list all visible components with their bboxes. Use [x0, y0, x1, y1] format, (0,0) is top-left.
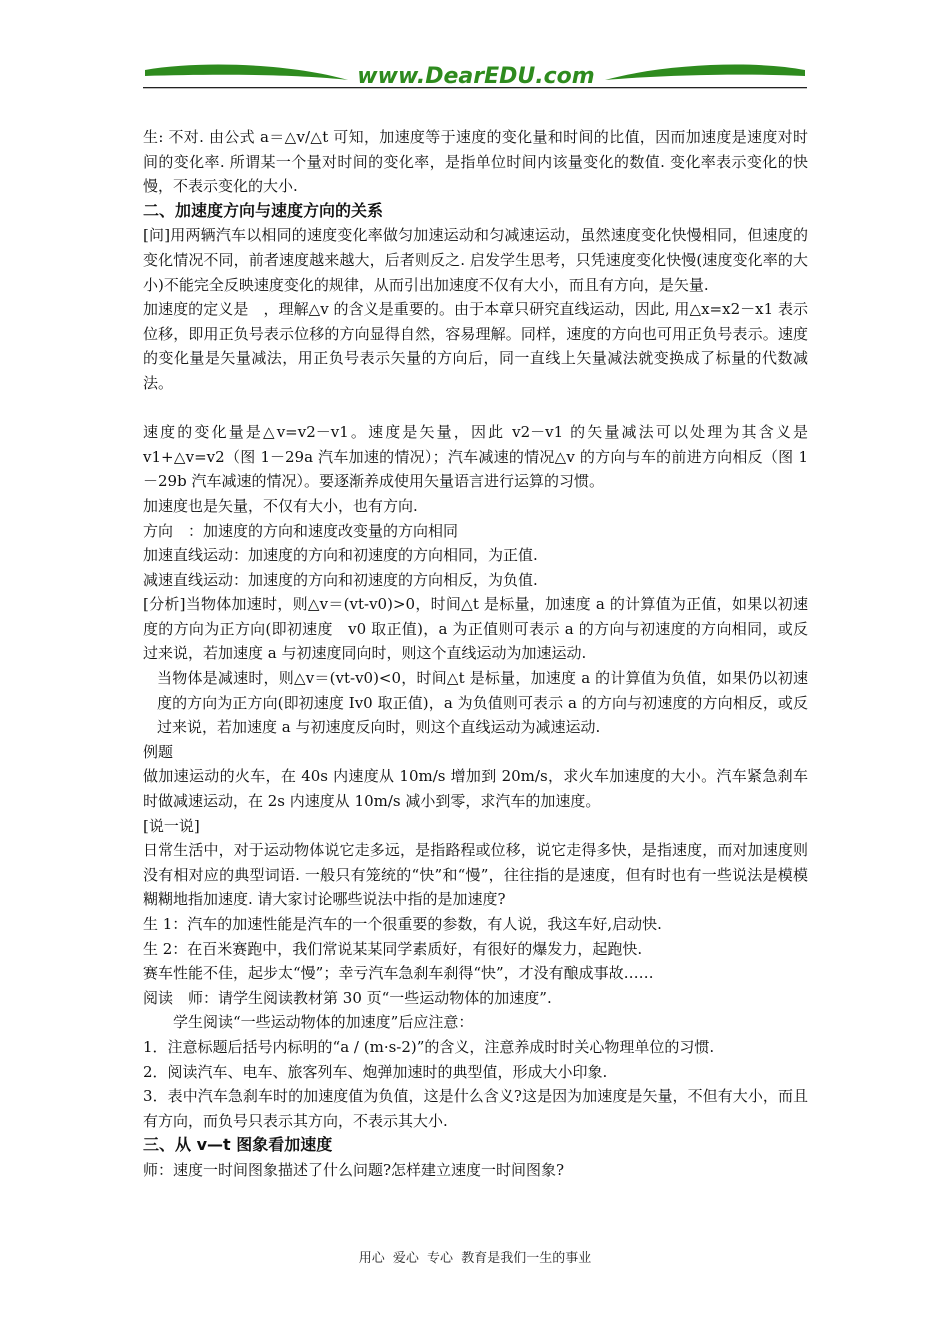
paragraph: 速度的变化量是△v=v2－v1。速度是矢量，因此 v2－v1 的矢量减法可以处理为其含义是 v1+△v=v2（图 1－29a 汽车加速的情况）；汽车减速的情况△v 的方向与车的前进方向相反（图 1－29b 汽车减速的情况）。要逐渐养成使用矢量语言进行运算的习惯。: [143, 423, 808, 491]
paragraph: 阅读 师：请学生阅读教材第 30 页“一些运动物体的加速度”.: [143, 988, 552, 1007]
paragraph: [说一说]: [143, 816, 200, 835]
list-item: 1．注意标题后括号内标明的“a / (m·s-2)”的含义，注意养成时时关心物理单位的习惯.: [143, 1037, 715, 1056]
paragraph: 减速直线运动：加速度的方向和初速度的方向相反，为负值.: [143, 570, 538, 589]
right-swoosh-icon: [605, 65, 805, 80]
paragraph: 加速度的定义是 ，理解△v 的含义是重要的。由于本章只研究直线运动，因此, 用△x=x2－x1 表示位移，即用正负号表示位移的方向显得自然，容易理解。同样，速度的方向也可用正负号表示。速度的变化量是矢量减法，用正负号表示矢量的方向后，同一直线上矢量减法就变换成了标量的代数减法。: [143, 300, 808, 392]
list-item: 2．阅读汽车、电车、旅客列车、炮弹加速时的典型值，形成大小印象.: [143, 1062, 608, 1081]
paragraph: 日常生活中，对于运动物体说它走多远，是指路程或位移，说它走得多快，是指速度，而对加速度则没有相对应的典型词语. 一般只有笼统的“快”和“慢”，往往指的是速度，但有时也有一些说法是模模糊糊地指加速度. 请大家讨论哪些说法中指的是加速度?: [143, 841, 808, 909]
page-header: [143, 58, 807, 96]
paragraph: [问]用两辆汽车以相同的速度变化率做匀加速运动和匀减速运动，虽然速度变化快慢相同，但速度的变化情况不同，前者速度越来越大，后者则反之. 启发学生思考，只凭速度变化快慢(速度变化率的大小)不能完全反映速度变化的规律，从而引出加速度不仅有大小，而且有方向，是矢量.: [143, 226, 808, 294]
paragraph: 生 2：在百米赛跑中，我们常说某某同学素质好，有很好的爆发力，起跑快.: [143, 939, 643, 958]
logo-text: www.DearEDU.com: [357, 64, 595, 89]
blank-line: [143, 396, 808, 421]
document-body: [143, 125, 808, 1183]
page-footer: 用心 爱心 专心 教育是我们一生的事业: [358, 1251, 592, 1266]
left-swoosh-icon: [145, 65, 348, 80]
section-heading: 三、从 v—t 图象看加速度: [143, 1135, 333, 1155]
paragraph: 学生阅读“一些运动物体的加速度”后应注意：: [173, 1013, 474, 1032]
paragraph: 赛车性能不佳，起步太“慢”；幸亏汽车急刹车刹得“快”，才没有酿成事故……: [143, 964, 654, 983]
header-logo: [143, 58, 807, 96]
list-item: 3．表中汽车急刹车时的加速度值为负值，这是什么含义?这是因为加速度是矢量，不但有大小，而且有方向，而负号只表示其方向，不表示其大小.: [143, 1087, 808, 1130]
paragraph: 师：速度一时间图象描述了什么问题?怎样建立速度一时间图象?: [143, 1160, 565, 1179]
paragraph: 当物体是减速时，则△v＝(vt-v0)<0，时间△t 是标量，加速度 a 的计算值为负值，如果仍以初速度的方向为正方向(即初速度 Iv0 取正值)，a 为负值则可表示 a 的方向与初速度的方向相反，或反过来说，若加速度 a 与初速度反向时，则这个直线运动为减速运动.: [157, 669, 808, 737]
paragraph: 做加速运动的火车，在 40s 内速度从 10m/s 增加到 20m/s，求火车加速度的大小。汽车紧急刹车时做减速运动，在 2s 内速度从 10m/s 减小到零，求汽车的加速度。: [143, 767, 808, 811]
paragraph: 方向 ：加速度的方向和速度改变量的方向相同: [143, 521, 459, 540]
paragraph: 加速度也是矢量，不仅有大小，也有方向.: [143, 496, 418, 515]
section-heading: 二、加速度方向与速度方向的关系: [143, 200, 384, 220]
paragraph: 生: 不对. 由公式 a＝△v/△t 可知，加速度等于速度的变化量和时间的比值，因而加速度是速度对时间的变化率. 所谓某一个量对时间的变化率，是指单位时间内该量变化的数值. 变化率表示变化的快慢，不表示变化的大小.: [143, 128, 808, 196]
paragraph: 生 1：汽车的加速性能是汽车的一个很重要的参数，有人说，我这车好,启动快.: [143, 915, 662, 933]
paragraph: 加速直线运动：加速度的方向和初速度的方向相同，为正值.: [143, 546, 538, 565]
paragraph: 例题: [143, 742, 174, 761]
paragraph: [分析]当物体加速时，则△v＝(vt-v0)>0，时间△t 是标量，加速度 a 的计算值为正值，如果以初速度的方向为正方向(即初速度 v0 取正值)，a 为正值则可表示 a 的方向与初速度的方向相同，或反过来说，若加速度 a 与初速度同向时，则这个直线运动为加速运动.: [143, 595, 808, 663]
